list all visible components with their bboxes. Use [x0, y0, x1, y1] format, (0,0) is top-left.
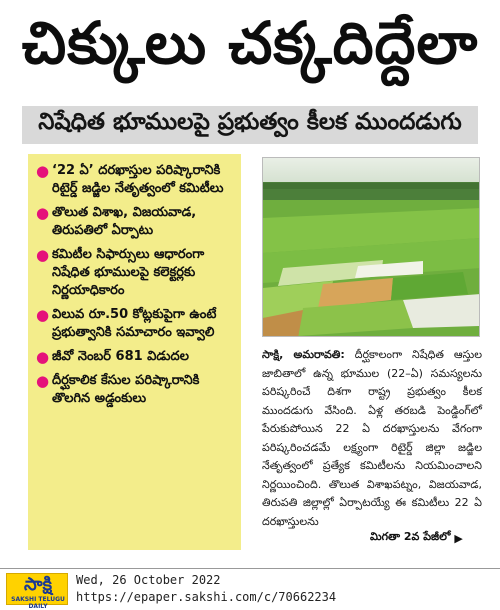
bullet-dot-icon: ● — [36, 162, 50, 180]
highlight-item — [36, 162, 235, 198]
publication-date: Wed, 26 October 2022 — [76, 573, 221, 587]
headline: చిక్కులు చక్కదిద్దేలా — [21, 8, 479, 77]
bullet-dot-icon: ● — [36, 372, 50, 390]
paddy-fields-photo — [262, 157, 480, 337]
article-body: దీర్ఘకాలంగా నిషేధిత ఆస్తుల జాబితాలో ఉన్న భూముల (22–ఏ) సమస్యలను పరిష్కరించే దిశగా రాష్ట్ర ప్రభుత్వం కీలక ముందడుగు వేసింది. ఏళ్ల తరబడి పెండ్డింగ్‌లో పేరుకుపోయిన 22 ఏ దరఖాస్తులను వేగంగా పరిష్కరించడమే లక్ష్యంగా రిటైర్డ్ జిల్లా జడ్జిల నేతృత్వంలో ప్రత్యేక కమిటీలను నియమించాలని నిర్ణయించింది. తొలుత విశాఖపట్నం, విజయవాడ, తిరుపతి జిల్లాల్లో ఏర్పాటయ్యే ఈ కమిటీలు 22 ఏ దరఖాస్తులను — [262, 348, 482, 528]
bullet-dot-icon: ● — [36, 246, 50, 264]
continued-note — [370, 530, 463, 546]
highlight-item — [36, 204, 235, 240]
highlight-text: జీవో నెంబర్ 681 విడుదల — [52, 349, 189, 364]
highlight-item — [36, 246, 235, 300]
highlight-item — [36, 348, 235, 366]
bullet-dot-icon: ● — [36, 348, 50, 366]
logo-subtext: SAKSHI TELUGU DAILY — [11, 596, 65, 610]
bullet-dot-icon: ● — [36, 204, 50, 222]
highlight-item — [36, 306, 235, 342]
highlight-text: ‘22 ఏ’ దరఖాస్తుల పరిష్కారానికి రిటైర్డ్ జడ్జిల నేతృత్వంలో కమిటీలు — [52, 163, 224, 196]
highlight-text: తొలుత విశాఖ, విజయవాడ, తిరుపతిలో ఏర్పాటు — [52, 205, 197, 238]
highlight-item — [36, 372, 235, 408]
highlight-text: విలువ రూ.50 కోట్లకుపైగా ఉంటే ప్రభుత్వానికి సమాచారం ఇవ్వాలి — [52, 307, 217, 340]
article-text — [262, 346, 482, 531]
sakshi-logo — [6, 573, 68, 610]
bullet-dot-icon: ● — [36, 306, 50, 324]
paddy-fields-illustration — [263, 158, 480, 337]
play-arrow-icon: ▶ — [454, 531, 463, 545]
highlight-text: కమిటీల సిఫార్సులు ఆధారంగా నిషేధిత భూములపై కలెక్టర్లకు నిర్ణయాధికారం — [52, 247, 205, 298]
article-dateline: సాక్షి, అమరావతి: — [262, 348, 345, 361]
epaper-link[interactable]: https://epaper.sakshi.com/c/70662234 — [76, 590, 337, 604]
footer — [0, 568, 500, 610]
continued-label: మిగతా 2వ పేజీలో — [370, 530, 451, 543]
subheadline: నిషేధిత భూములపై ప్రభుత్వం కీలక ముందడుగు — [22, 106, 478, 144]
highlights-panel — [28, 154, 241, 550]
highlight-text: దీర్ఘకాలిక కేసుల పరిష్కారానికి తొలగిన అడ్డంకులు — [52, 373, 200, 406]
logo-word: సాక్షి — [24, 574, 52, 595]
